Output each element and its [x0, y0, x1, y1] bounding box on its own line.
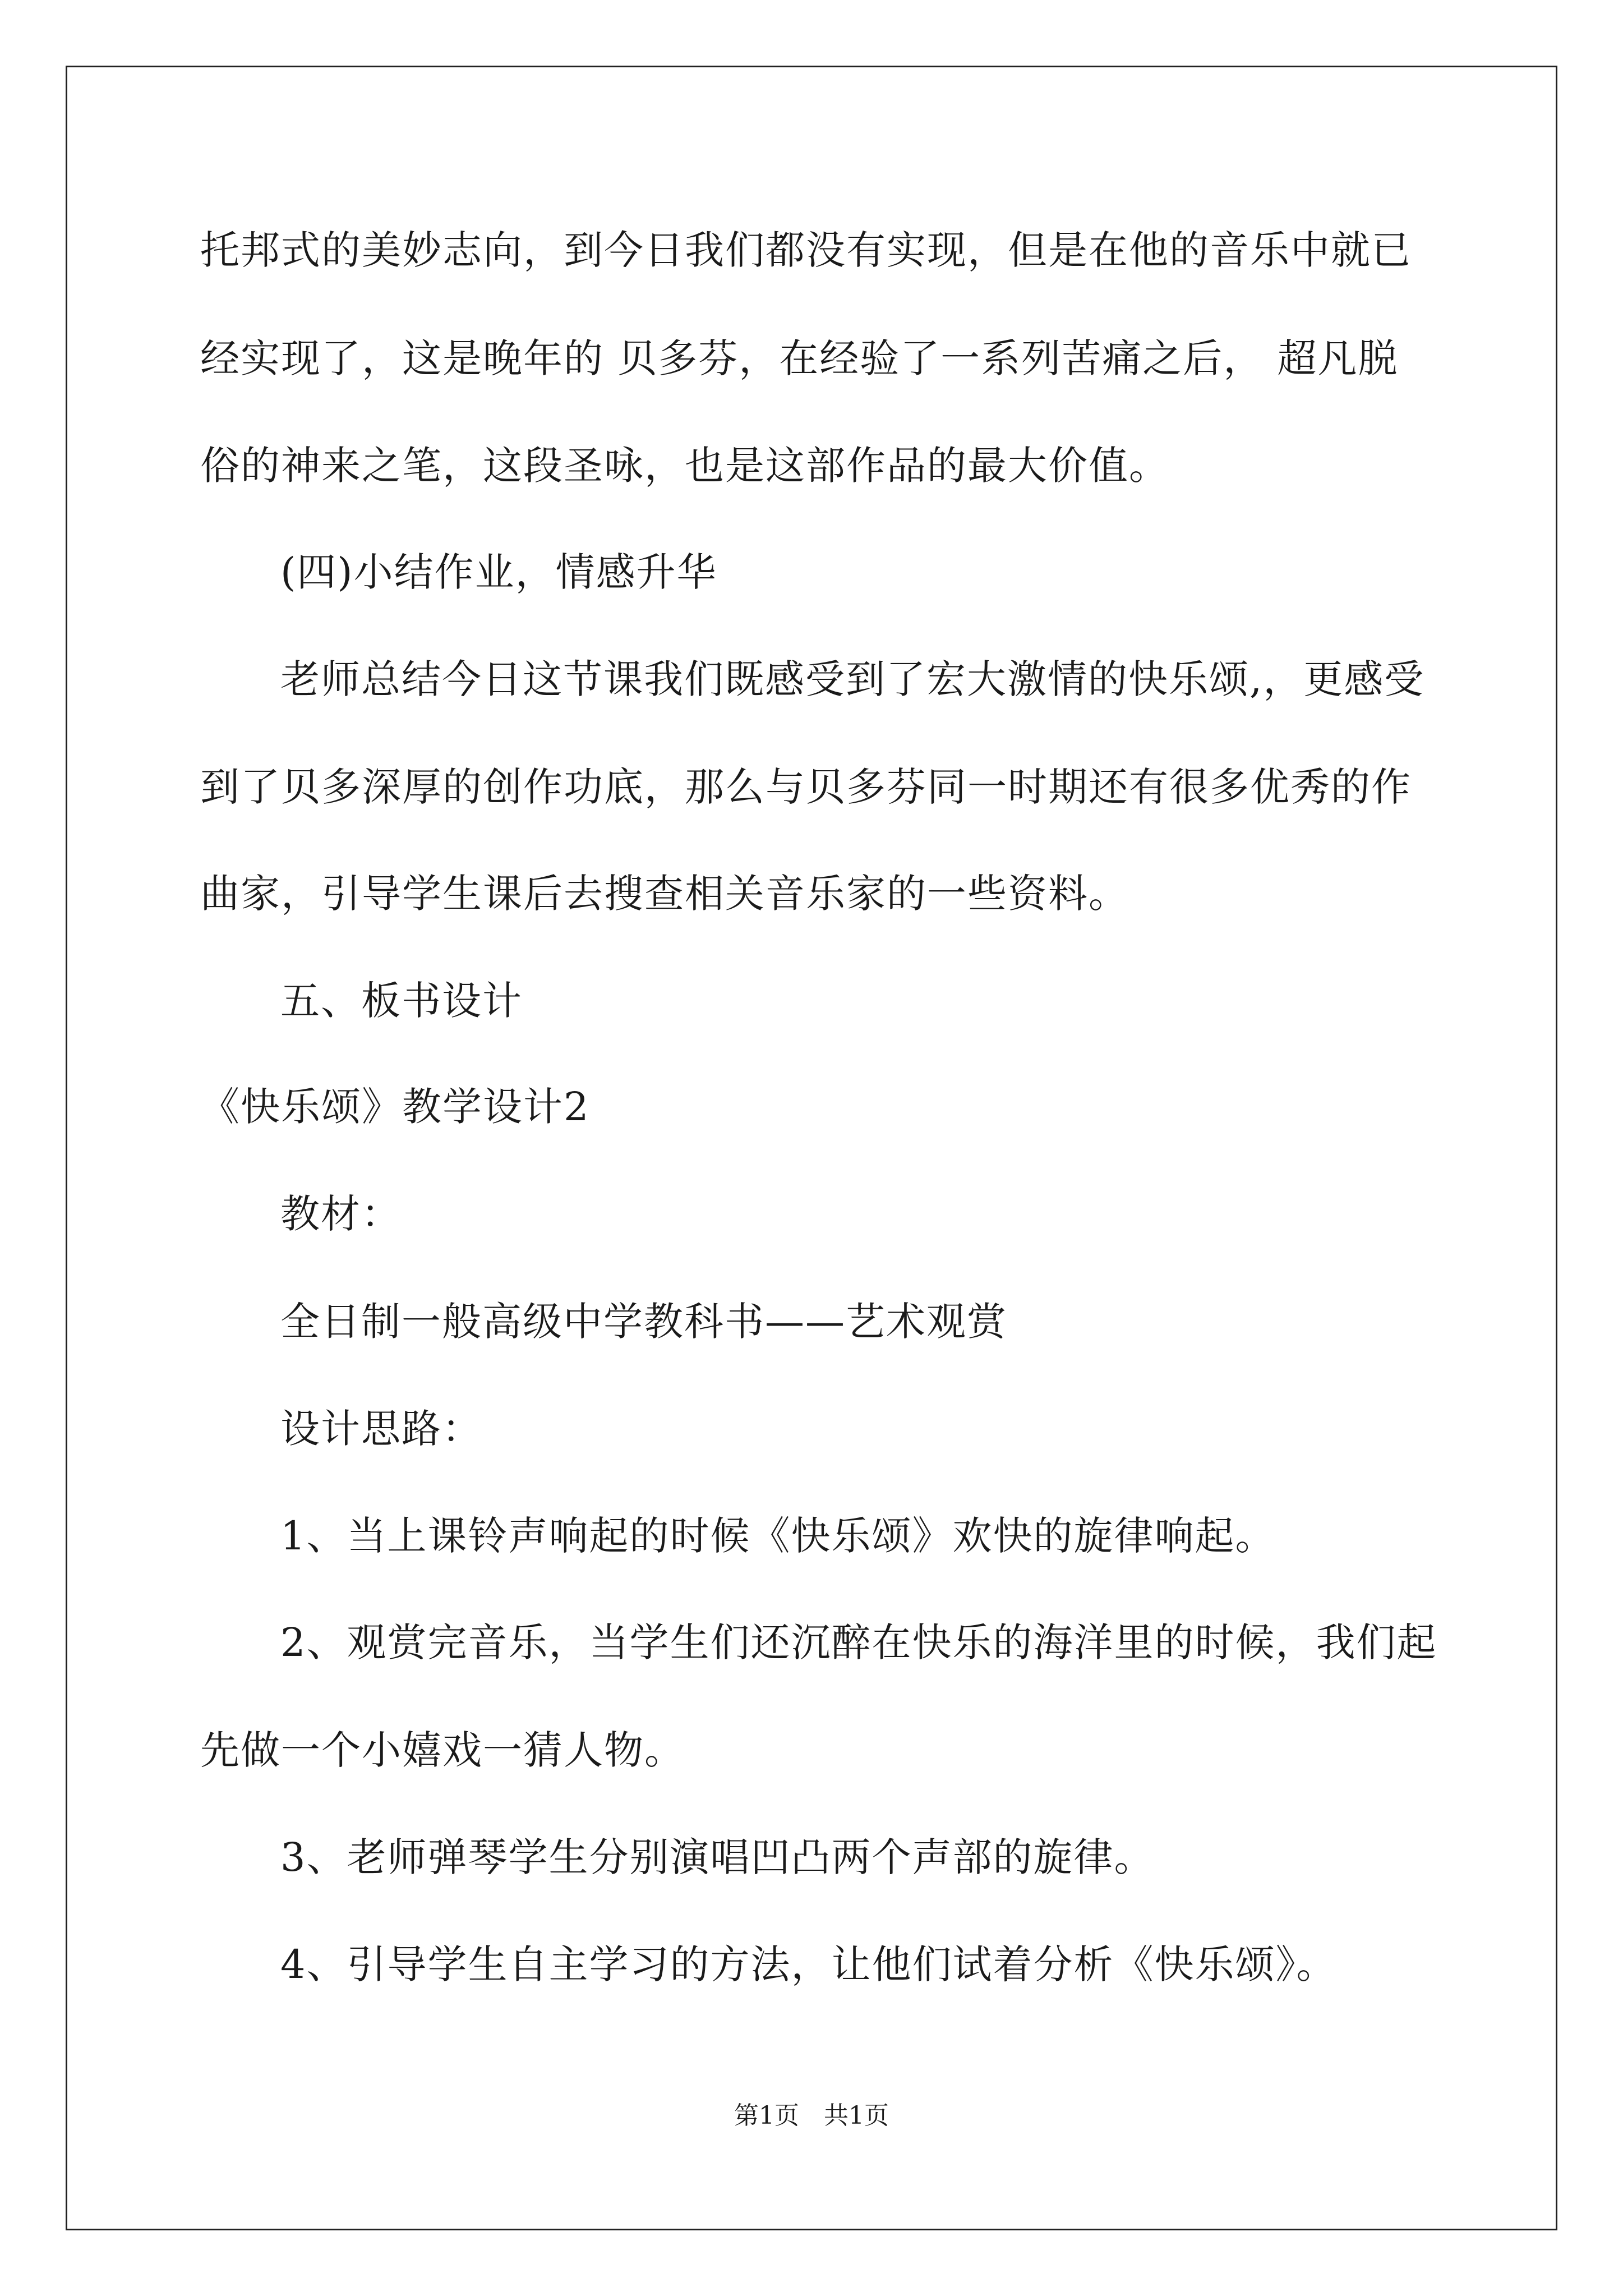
paragraph-line: 先做一个小嬉戏一猜人物。	[200, 1727, 685, 1773]
section-heading: (四)小结作业，情感升华	[280, 549, 717, 595]
list-item: 4、引导学生自主学习的方法，让他们试着分析《快乐颂》。	[280, 1941, 1337, 1987]
paragraph-line: 全日制一般高级中学教科书——艺术观赏	[280, 1299, 1007, 1345]
paragraph-line: 经实现了，这是晚年的 贝多芬，在经验了一系列苦痛之后， 超凡脱	[200, 335, 1399, 381]
paragraph-line: 设计思路：	[280, 1406, 482, 1452]
page-footer: 第1页 共1页	[734, 2101, 889, 2130]
list-item: 3、老师弹琴学生分别演唱凹凸两个声部的旋律。	[280, 1834, 1155, 1880]
section-heading: 五、板书设计	[280, 978, 523, 1024]
paragraph-line: 到了贝多深厚的创作功底，那么与贝多芬同一时期还有很多优秀的作	[200, 764, 1412, 810]
list-item: 2、观赏完音乐，当学生们还沉醉在快乐的海洋里的时候，我们起	[280, 1619, 1437, 1665]
list-item: 1、当上课铃声响起的时候《快乐颂》欢快的旋律响起。	[280, 1513, 1276, 1559]
paragraph-line: 曲家，引导学生课后去搜查相关音乐家的一些资料。	[200, 871, 1129, 917]
document-title: 《快乐颂》教学设计2	[200, 1084, 590, 1130]
page-border	[66, 66, 1557, 2230]
paragraph-line: 教材：	[280, 1191, 402, 1237]
paragraph-line: 老师总结今日这节课我们既感受到了宏大激情的快乐颂,，更感受	[280, 656, 1425, 702]
paragraph-line: 托邦式的美妙志向，到今日我们都没有实现，但是在他的音乐中就已	[200, 227, 1412, 273]
paragraph-line: 俗的神来之笔，这段圣咏，也是这部作品的最大价值。	[200, 443, 1169, 489]
